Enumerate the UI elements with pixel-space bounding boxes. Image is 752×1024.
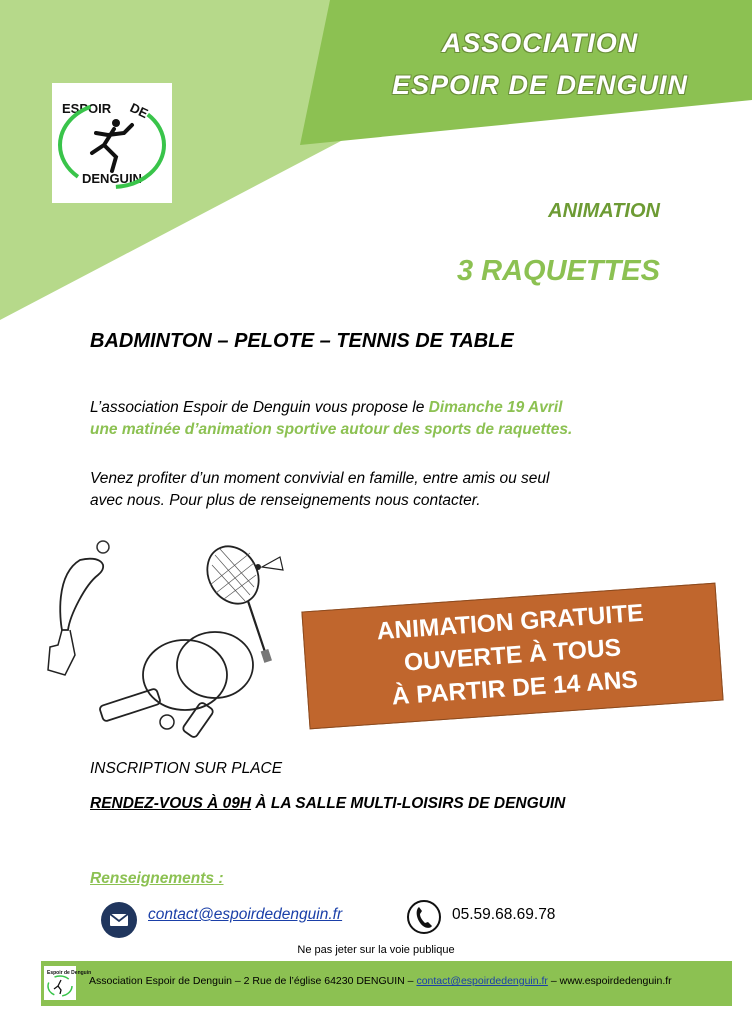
invite-paragraph — [90, 468, 690, 512]
footer-bar — [41, 961, 732, 1006]
footer-address — [89, 975, 672, 987]
sports-list: BADMINTON – PELOTE – TENNIS DE TABLE — [90, 330, 514, 352]
contact-heading: Renseignements : — [90, 870, 224, 887]
logo-text-espoir: ESPOIR — [62, 101, 112, 116]
invite-line2: avec nous. Pour plus de renseignements nous contacter. — [90, 492, 481, 509]
footer-athlete-icon — [44, 966, 92, 1000]
badge-line2: OUVERTE À TOUS — [403, 634, 622, 677]
footer-email-link[interactable]: contact@espoirdedenguin.fr — [416, 975, 548, 987]
rendezvous-text — [90, 795, 565, 813]
inscription-text: INSCRIPTION SUR PLACE — [90, 760, 283, 777]
footer-logo-text: Espoir de Denguin — [47, 970, 92, 976]
logo-text-de: DE — [127, 99, 151, 122]
rackets-illustration — [40, 535, 310, 745]
footer-logo — [44, 966, 92, 1000]
free-event-badge — [301, 583, 723, 730]
contact-email-link[interactable]: contact@espoirdedenguin.fr — [148, 906, 343, 923]
rendezvous-time: RENDEZ-VOUS À 09H — [90, 795, 252, 812]
envelope-icon[interactable] — [101, 902, 137, 938]
footer-website: – www.espoirdedenguin.fr — [547, 975, 672, 987]
association-title-line2: ESPOIR DE DENGUIN — [391, 70, 689, 100]
association-title — [330, 22, 750, 106]
intro-paragraph — [90, 397, 690, 441]
animation-label: ANIMATION — [548, 200, 660, 222]
invite-line1: Venez profiter d’un moment convivial en famille, entre amis ou seul — [90, 470, 550, 487]
event-date: Dimanche 19 Avril — [428, 399, 563, 416]
intro-highlight: une matinée d’animation sportive autour des sports de raquettes. — [90, 421, 573, 438]
athlete-icon — [52, 83, 172, 203]
badge-line1: ANIMATION GRATUITE — [375, 599, 645, 646]
association-title-line1: ASSOCIATION — [441, 28, 639, 58]
intro-text: L’association Espoir de Denguin vous propose le — [90, 399, 429, 416]
phone-icon — [405, 898, 443, 936]
public-notice: Ne pas jeter sur la voie publique — [297, 944, 455, 956]
rendezvous-place: À LA SALLE MULTI-LOISIRS DE DENGUIN — [251, 795, 566, 812]
badge-line3: À PARTIR DE 14 ANS — [390, 666, 639, 711]
logo-text-denguin: DENGUIN — [82, 171, 142, 186]
footer-address-text: Association Espoir de Denguin – 2 Rue de l’église 64230 DENGUIN – — [89, 975, 417, 987]
event-name: 3 RAQUETTES — [456, 255, 660, 287]
espoir-logo — [52, 83, 172, 203]
contact-phone: 05.59.68.69.78 — [452, 906, 556, 923]
